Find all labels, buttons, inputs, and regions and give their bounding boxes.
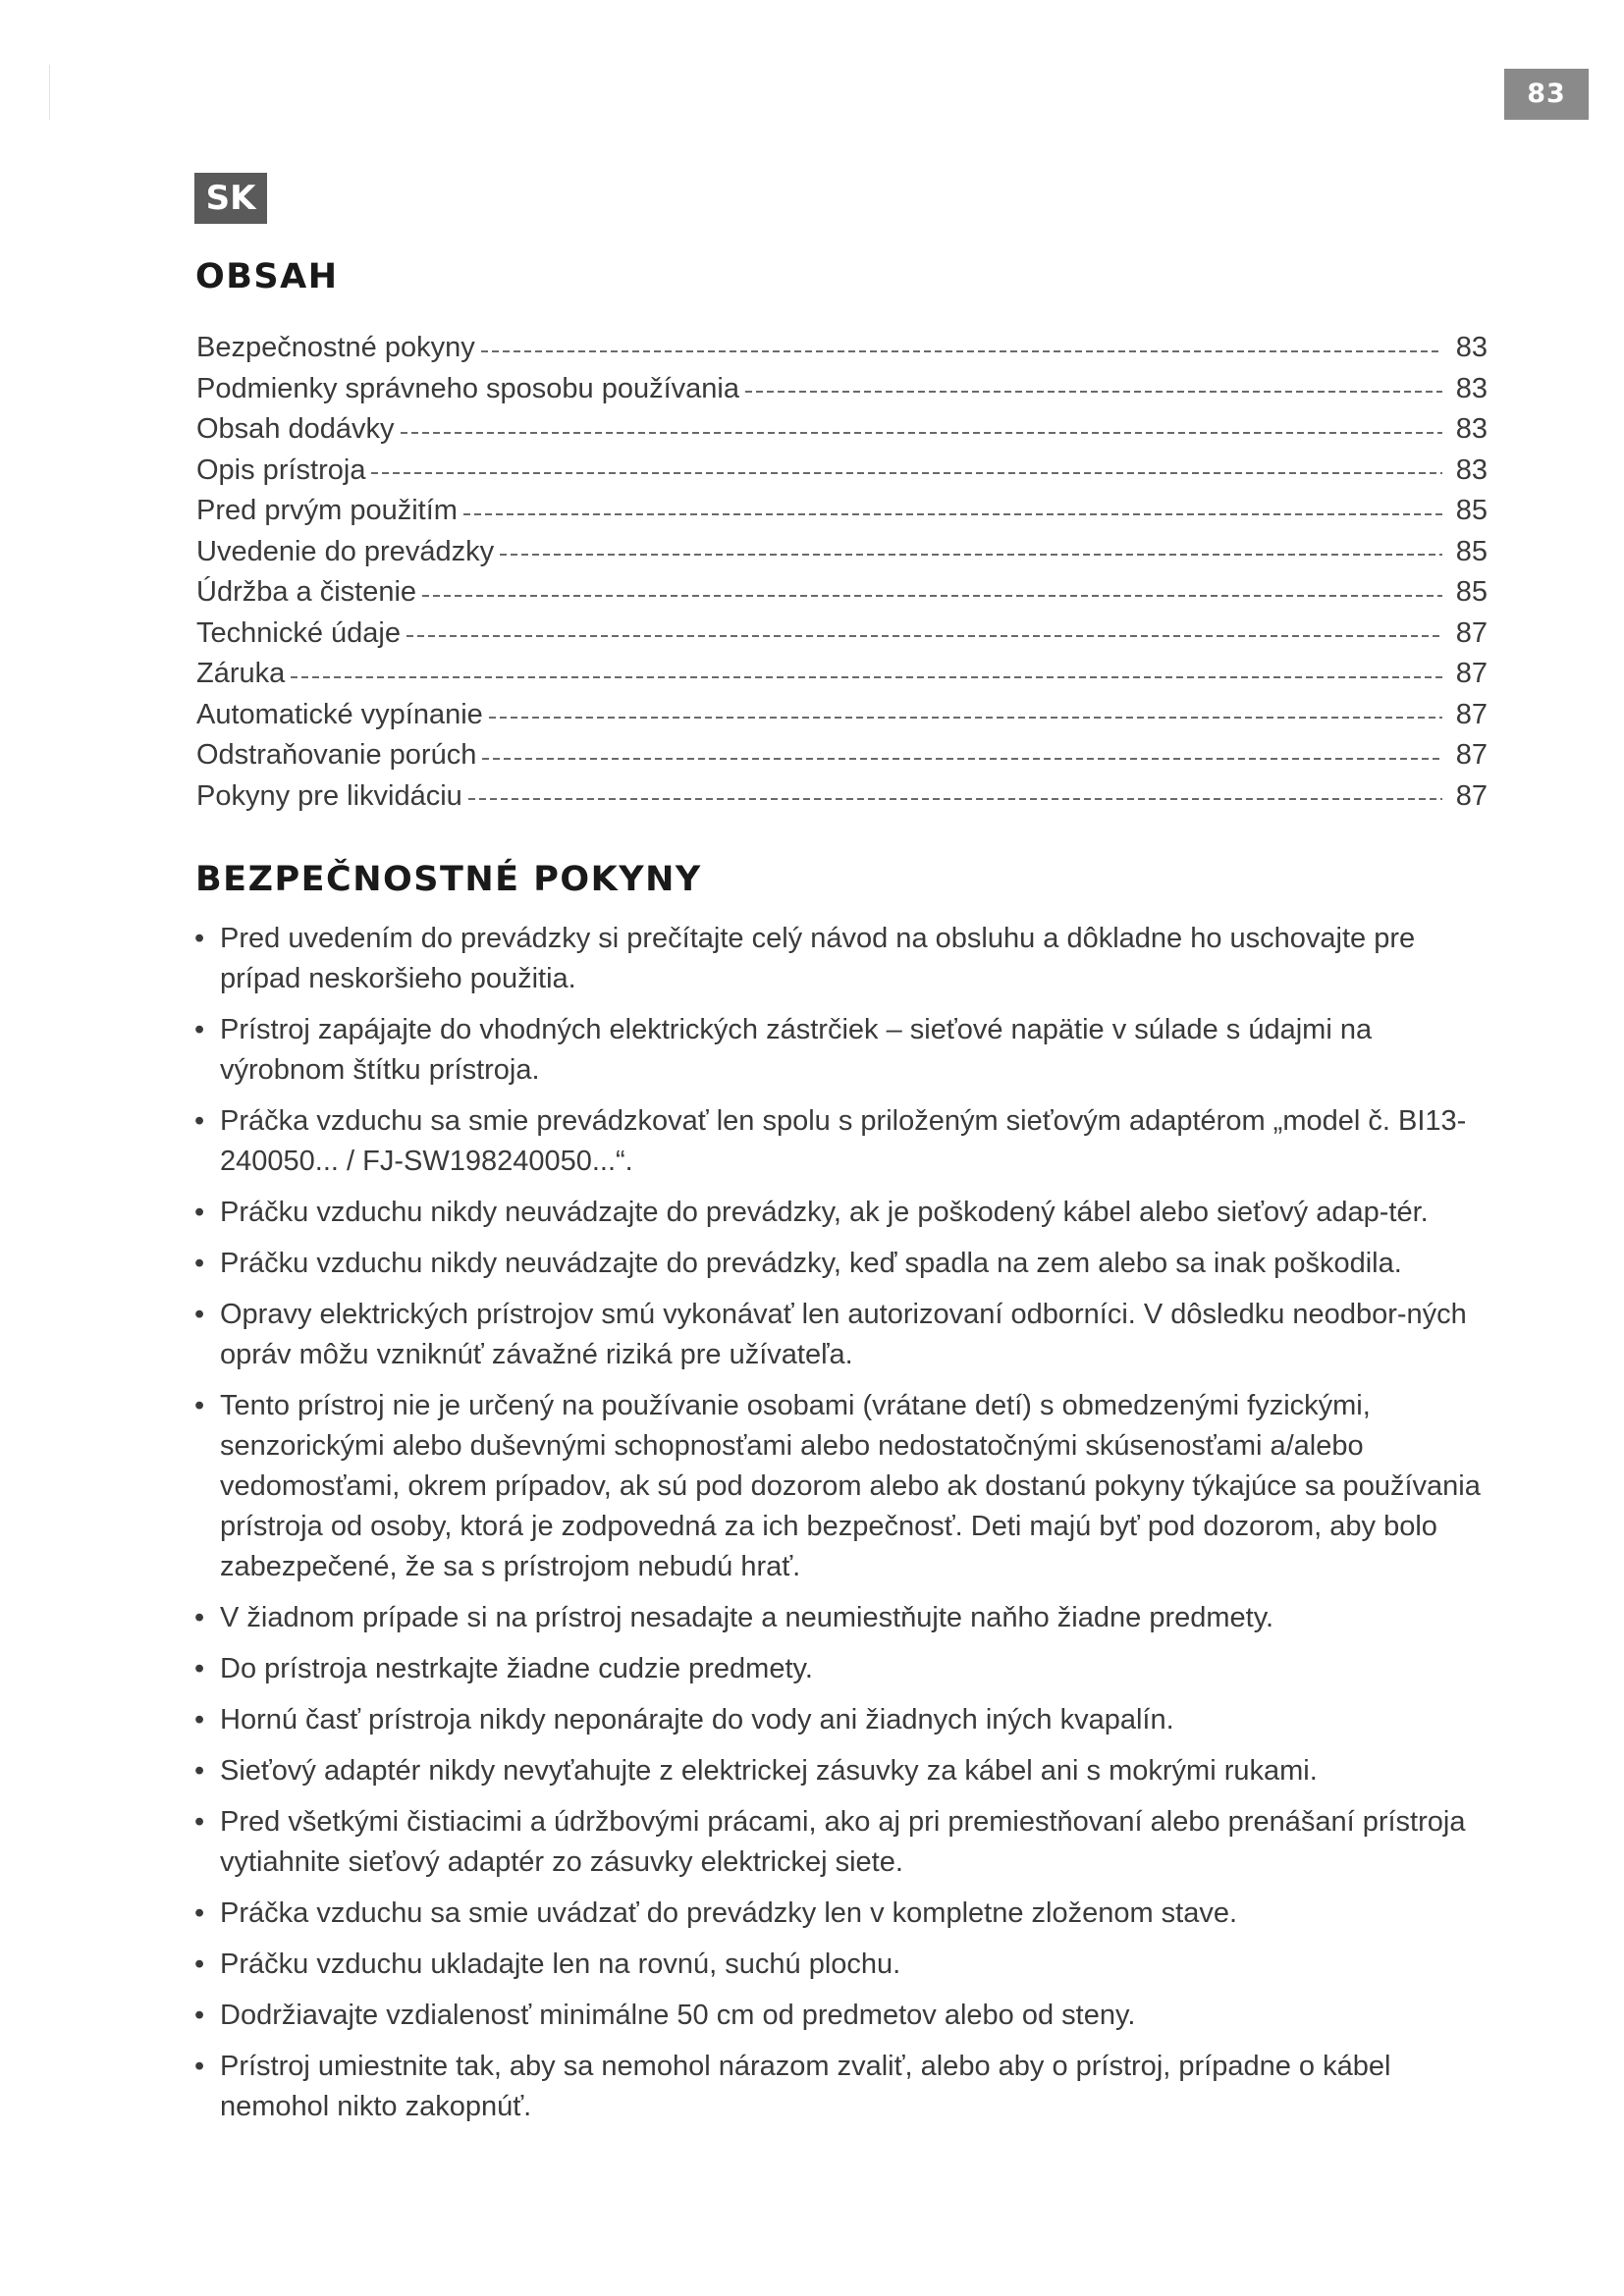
- toc-entry-label: Údržba a čistenie: [196, 576, 417, 608]
- safety-item-text: Prístroj umiestnite tak, aby sa nemohol nárazom zvaliť, alebo aby o prístroj, prípadne o kábel nemohol nikto zakopnúť.: [220, 2051, 1391, 2122]
- safety-item-text: Hornú časť prístroja nikdy neponárajte do vody ani žiadnych iných kvapalín.: [220, 1704, 1174, 1735]
- toc-entry-page: 83: [1455, 413, 1488, 445]
- table-of-contents: [196, 328, 1488, 817]
- toc-leader-dots: [291, 676, 1442, 678]
- toc-leader-dots: [482, 758, 1442, 760]
- toc-entry-page: 87: [1455, 658, 1488, 689]
- bullet-icon: •: [194, 923, 205, 954]
- toc-leader-dots: [468, 798, 1442, 800]
- toc-entry-label: Záruka: [196, 658, 286, 689]
- safety-item-text: V žiadnom prípade si na prístroj nesadajte a neumiestňujte naňho žiadne predmety.: [220, 1602, 1274, 1633]
- safety-item: [194, 1894, 1500, 1934]
- toc-entry-page: 87: [1455, 698, 1488, 730]
- safety-heading: BEZPEČNOSTNÉ POKYNY: [195, 860, 702, 899]
- safety-item-text: Práčku vzduchu ukladajte len na rovnú, suchú plochu.: [220, 1949, 901, 1980]
- safety-item: [194, 1386, 1500, 1587]
- toc-leader-dots: [745, 391, 1442, 393]
- toc-entry[interactable]: [196, 654, 1488, 695]
- safety-item: [194, 1996, 1500, 2036]
- page-edge-line: [49, 65, 50, 120]
- bullet-icon: •: [194, 1602, 205, 1633]
- safety-item-text: Tento prístroj nie je určený na používanie osobami (vrátane detí) s obmedzenými fyzickými, senzorickými alebo duševnými schopnosťami alebo nedostatočnými skúsenosťami a/alebo vedomosťami, okrem prípadov, ak sú pod dozorom alebo ak dostanú pokyny týkajúce sa používania prístroja od osoby, ktorá je zodpovedná za ich bezpečnosť. Deti majú byť pod dozorom, aby bolo zabezpečené, že sa s prístrojom nebudú hrať.: [220, 1390, 1481, 1582]
- toc-leader-dots: [371, 472, 1442, 474]
- bullet-icon: •: [194, 2051, 205, 2082]
- toc-entry-page: 87: [1455, 779, 1488, 812]
- toc-entry[interactable]: [196, 451, 1488, 492]
- toc-leader-dots: [406, 635, 1442, 637]
- toc-entry-page: 85: [1455, 576, 1488, 608]
- toc-entry[interactable]: [196, 491, 1488, 532]
- bullet-icon: •: [194, 1014, 205, 1045]
- bullet-icon: •: [194, 1390, 205, 1421]
- safety-item: [194, 919, 1500, 999]
- toc-entry-page: 85: [1455, 535, 1488, 567]
- toc-leader-dots: [401, 432, 1442, 434]
- safety-item: [194, 1945, 1500, 1985]
- bullet-icon: •: [194, 1949, 205, 1980]
- toc-entry-label: Pokyny pre likvidáciu: [196, 779, 462, 812]
- page-number-badge: 83: [1504, 69, 1589, 120]
- safety-item: [194, 1649, 1500, 1689]
- toc-entry[interactable]: [196, 572, 1488, 614]
- bullet-icon: •: [194, 1197, 205, 1228]
- safety-item-text: Sieťový adaptér nikdy nevyťahujte z elektrickej zásuvky za kábel ani s mokrými rukami.: [220, 1755, 1318, 1787]
- safety-item-text: Opravy elektrických prístrojov smú vykonávať len autorizovaní odborníci. V dôsledku neodbor-ných opráv môžu vzniknúť závažné riziká pre užívateľa.: [220, 1299, 1467, 1370]
- toc-entry-page: 87: [1455, 616, 1488, 649]
- safety-item: [194, 1010, 1500, 1091]
- toc-entry-page: 87: [1455, 739, 1488, 771]
- toc-entry-label: Opis prístroja: [196, 454, 366, 486]
- bullet-icon: •: [194, 1299, 205, 1330]
- bullet-icon: •: [194, 1653, 205, 1684]
- toc-leader-dots: [463, 513, 1442, 515]
- bullet-icon: •: [194, 1755, 205, 1787]
- bullet-icon: •: [194, 1704, 205, 1735]
- toc-entry-label: Odstraňovanie porúch: [196, 739, 477, 771]
- toc-entry-page: 85: [1455, 495, 1488, 526]
- safety-instructions-list: [194, 919, 1500, 2138]
- safety-item: [194, 1598, 1500, 1638]
- safety-item-text: Práčku vzduchu nikdy neuvádzajte do prevádzky, keď spadla na zem alebo sa inak poškodila.: [220, 1248, 1402, 1279]
- safety-item: [194, 1193, 1500, 1233]
- toc-entry[interactable]: [196, 328, 1488, 369]
- toc-entry-label: Obsah dodávky: [196, 413, 395, 445]
- safety-item-text: Do prístroja nestrkajte žiadne cudzie predmety.: [220, 1653, 813, 1684]
- bullet-icon: •: [194, 2000, 205, 2031]
- bullet-icon: •: [194, 1248, 205, 1279]
- toc-entry-label: Pred prvým použitím: [196, 495, 458, 526]
- toc-entry-label: Uvedenie do prevádzky: [196, 535, 495, 567]
- safety-item-text: Práčka vzduchu sa smie prevádzkovať len spolu s priloženým sieťovým adaptérom „model č. BI13-240050... / FJ-SW198240050...“.: [220, 1105, 1467, 1177]
- safety-item-text: Prístroj zapájajte do vhodných elektrických zástrčiek – sieťové napätie v súlade s údajmi na výrobnom štítku prístroja.: [220, 1014, 1373, 1086]
- toc-leader-dots: [422, 595, 1442, 597]
- toc-entry-label: Technické údaje: [196, 616, 401, 649]
- bullet-icon: •: [194, 1105, 205, 1137]
- toc-leader-dots: [500, 554, 1442, 556]
- safety-item: [194, 1101, 1500, 1182]
- toc-entry-label: Bezpečnostné pokyny: [196, 332, 475, 363]
- safety-item-text: Dodržiavajte vzdialenosť minimálne 50 cm od predmetov alebo od steny.: [220, 2000, 1136, 2031]
- safety-item-text: Pred uvedením do prevádzky si prečítajte celý návod na obsluhu a dôkladne ho uschovajte pre prípad neskoršieho použitia.: [220, 923, 1416, 994]
- toc-entry[interactable]: [196, 532, 1488, 573]
- toc-entry-label: Podmienky správneho sposobu používania: [196, 372, 739, 404]
- language-badge: SK: [194, 173, 267, 224]
- toc-entry[interactable]: [196, 776, 1488, 818]
- toc-leader-dots: [489, 717, 1442, 719]
- safety-item: [194, 1751, 1500, 1791]
- toc-entry[interactable]: [196, 409, 1488, 451]
- safety-item: [194, 1802, 1500, 1883]
- toc-leader-dots: [481, 350, 1442, 352]
- toc-entry[interactable]: [196, 369, 1488, 410]
- bullet-icon: •: [194, 1806, 205, 1838]
- safety-item: [194, 1700, 1500, 1740]
- toc-entry[interactable]: [196, 695, 1488, 736]
- toc-entry[interactable]: [196, 735, 1488, 776]
- toc-heading: OBSAH: [195, 257, 339, 296]
- safety-item-text: Práčku vzduchu nikdy neuvádzajte do prevádzky, ak je poškodený kábel alebo sieťový adap-tér.: [220, 1197, 1429, 1228]
- toc-entry[interactable]: [196, 614, 1488, 655]
- safety-item-text: Pred všetkými čistiacimi a údržbovými prácami, ako aj pri premiestňovaní alebo prenášaní prístroja vytiahnite sieťový adaptér zo zásuvky elektrickej siete.: [220, 1806, 1466, 1878]
- bullet-icon: •: [194, 1897, 205, 1929]
- toc-entry-page: 83: [1455, 332, 1488, 363]
- safety-item: [194, 1295, 1500, 1375]
- safety-item-text: Práčka vzduchu sa smie uvádzať do prevádzky len v kompletne zloženom stave.: [220, 1897, 1238, 1929]
- safety-item: [194, 2047, 1500, 2127]
- toc-entry-page: 83: [1455, 454, 1488, 486]
- toc-entry-label: Automatické vypínanie: [196, 698, 483, 730]
- toc-entry-page: 83: [1455, 372, 1488, 404]
- safety-item: [194, 1244, 1500, 1284]
